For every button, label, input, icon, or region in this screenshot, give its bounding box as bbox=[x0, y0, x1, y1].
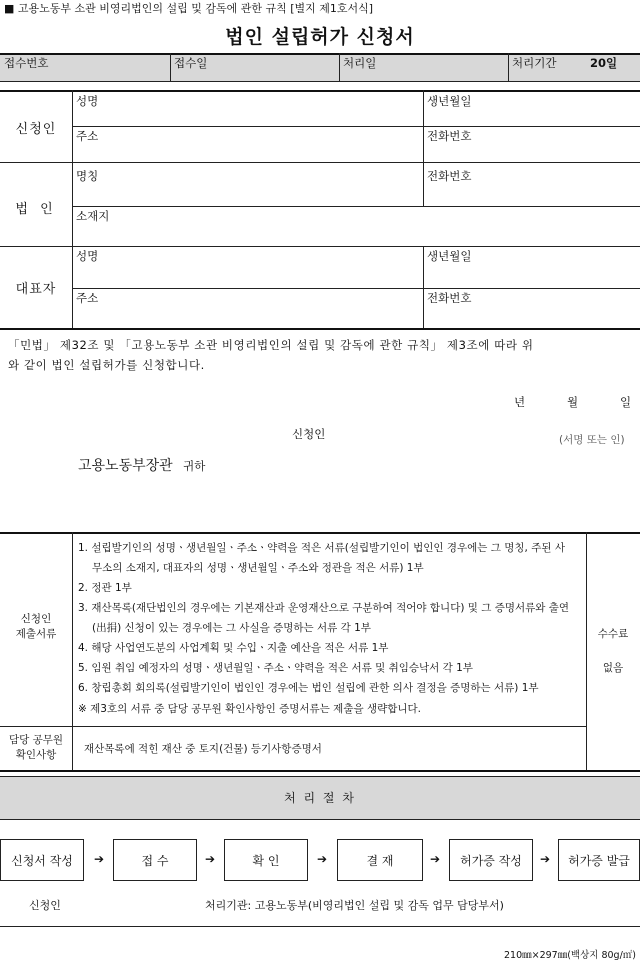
procedure-applicant-label: 신청인 bbox=[29, 899, 61, 912]
document-note: ※ 제3호의 서류 중 담당 공무원 확인사항인 증명서류는 제출을 생략합니다. bbox=[78, 703, 422, 715]
representative-name-label: 성명 bbox=[76, 249, 99, 263]
recipient-suffix: 귀하 bbox=[183, 459, 206, 473]
corporation-name-label: 명칭 bbox=[76, 169, 99, 183]
recipient-name: 고용노동부장관 bbox=[78, 458, 173, 474]
document-item-3a: 3. 재산목록(재단법인의 경우에는 기본재산과 운영재산으로 구분하여 적어야 합니다) 및 그 증명서류와 출연 bbox=[78, 602, 570, 614]
arrow-right-icon: ➔ bbox=[317, 852, 328, 866]
official-check-item: 재산목록에 적힌 재산 중 토지(건물) 등기사항증명서 bbox=[84, 743, 322, 755]
date-day-label: 일 bbox=[620, 395, 632, 409]
process-date-label: 처리일 bbox=[343, 56, 377, 70]
date-year-label: 년 bbox=[514, 395, 526, 409]
document-item-5: 5. 임원 취임 예정자의 성명ㆍ생년월일ㆍ주소ㆍ약력을 적은 서류 및 취임승낙서 각 1부 bbox=[78, 662, 473, 674]
processing-period-label: 처리기간 bbox=[512, 56, 557, 70]
procedure-step-permit-drafting: 허가증 작성 bbox=[449, 839, 533, 881]
procedure-step-permit-issuance: 허가증 발급 bbox=[558, 839, 640, 881]
paper-spec: 210㎜×297㎜(백상지 80g/㎡) bbox=[503, 950, 636, 961]
document-item-2: 2. 정관 1부 bbox=[78, 582, 132, 594]
processing-period-value: 20일 bbox=[590, 56, 618, 70]
signer-label: 신청인 bbox=[292, 427, 326, 441]
statement-line-1: 「민법」 제32조 및 「고용노동부 소관 비영리법인의 설립 및 감독에 관한 규칙」 제3조에 따라 위 bbox=[8, 338, 534, 352]
procedure-step-application: 신청서 작성 bbox=[0, 839, 84, 881]
arrow-right-icon: ➔ bbox=[540, 852, 551, 866]
fee-label: 수수료 bbox=[597, 628, 629, 640]
recipient-label bbox=[78, 455, 205, 475]
document-item-3b: (出捐) 신청이 있는 경우에는 그 사실을 증명하는 서류 각 1부 bbox=[92, 622, 371, 634]
applicant-phone-label: 전화번호 bbox=[427, 129, 472, 143]
official-check-label-line-2: 확인사항 bbox=[15, 749, 57, 761]
applicant-address-label: 주소 bbox=[76, 129, 99, 143]
procedure-step-review: 확 인 bbox=[224, 839, 308, 881]
corporation-section-label: 법 인 bbox=[15, 202, 57, 217]
procedure-step-approval: 결 재 bbox=[337, 839, 423, 881]
documents-label bbox=[0, 612, 72, 642]
representative-birth-label: 생년월일 bbox=[427, 249, 472, 263]
document-item-6: 6. 창립총회 회의록(설립발기인이 법인인 경우에는 법인 설립에 관한 의사 결정을 증명하는 서류) 1부 bbox=[78, 682, 539, 694]
receipt-date-label: 접수일 bbox=[174, 56, 208, 70]
applicant-birth-label: 생년월일 bbox=[427, 94, 472, 108]
procedure-step-receipt: 접 수 bbox=[113, 839, 197, 881]
corporation-location-label: 소재지 bbox=[76, 209, 110, 223]
arrow-right-icon: ➔ bbox=[205, 852, 216, 866]
official-check-label bbox=[0, 733, 72, 763]
documents-label-line-2: 제출서류 bbox=[15, 628, 57, 640]
fee-value: 없음 bbox=[602, 662, 624, 674]
arrow-right-icon: ➔ bbox=[430, 852, 441, 866]
page-title: 법인 설립허가 신청서 bbox=[225, 26, 415, 48]
arrow-right-icon: ➔ bbox=[94, 852, 105, 866]
corporation-phone-label: 전화번호 bbox=[427, 169, 472, 183]
representative-phone-label: 전화번호 bbox=[427, 291, 472, 305]
applicant-section-label: 신청인 bbox=[15, 122, 57, 137]
document-item-4: 4. 해당 사업연도분의 사업계획 및 수입ㆍ지출 예산을 적은 서류 1부 bbox=[78, 642, 389, 654]
law-reference: ■ 고용노동부 소관 비영리법인의 설립 및 감독에 관한 규칙 [별지 제1호서식] bbox=[4, 2, 374, 15]
documents-label-line-1: 신청인 bbox=[20, 613, 52, 625]
document-item-1b: 무소의 소재지, 대표자의 성명ㆍ생년월일ㆍ주소와 정관을 적은 서류) 1부 bbox=[92, 562, 424, 574]
date-month-label: 월 bbox=[567, 395, 579, 409]
representative-address-label: 주소 bbox=[76, 291, 99, 305]
signature-note: (서명 또는 인) bbox=[559, 434, 625, 446]
applicant-name-label: 성명 bbox=[76, 94, 99, 108]
representative-section-label: 대표자 bbox=[15, 282, 57, 297]
statement-line-2: 와 같이 법인 설립허가를 신청합니다. bbox=[8, 358, 205, 372]
official-check-label-line-1: 담당 공무원 bbox=[8, 734, 64, 746]
receipt-number-label: 접수번호 bbox=[4, 56, 49, 70]
procedure-title: 처 리 절 차 bbox=[284, 791, 356, 805]
procedure-agency-label: 처리기관: 고용노동부(비영리법인 설립 및 감독 업무 담당부서) bbox=[205, 899, 504, 912]
document-item-1a: 1. 설립발기인의 성명ㆍ생년월일ㆍ주소ㆍ약력을 적은 서류(설립발기인이 법인인 경우에는 그 명칭, 주된 사 bbox=[78, 542, 565, 554]
